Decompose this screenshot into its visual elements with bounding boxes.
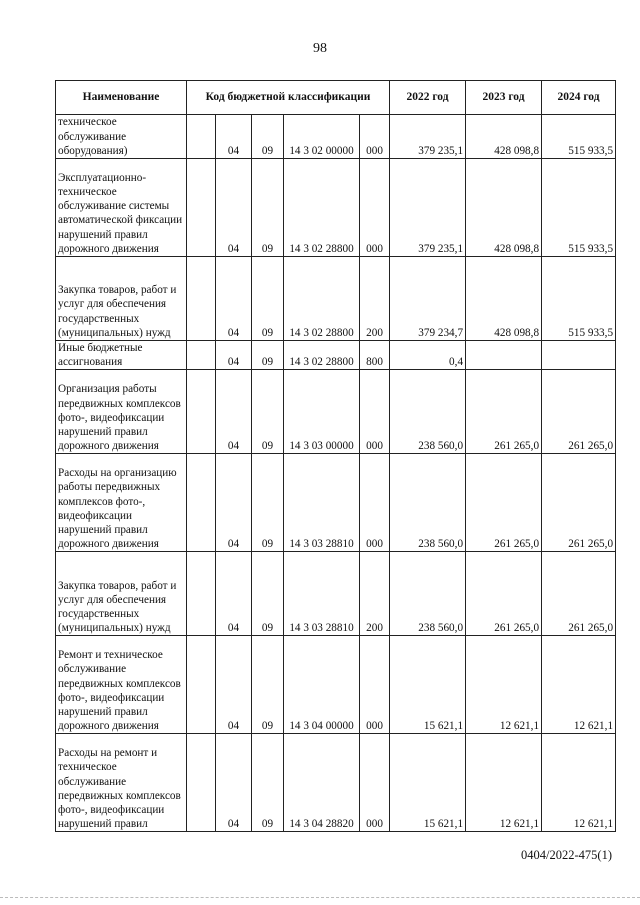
budget-table xyxy=(55,80,616,832)
table-row xyxy=(56,257,616,341)
row-expense-type: 000 xyxy=(360,115,390,159)
row-expense-type: 000 xyxy=(360,734,390,832)
row-value-2024: 12 621,1 xyxy=(542,636,616,734)
row-spacer xyxy=(187,341,216,370)
row-spacer xyxy=(187,115,216,159)
row-section: 04 xyxy=(216,115,252,159)
row-spacer xyxy=(187,454,216,552)
row-value-2024: 261 265,0 xyxy=(542,552,616,636)
row-subsection: 09 xyxy=(252,552,284,636)
header-2022: 2022 год xyxy=(390,81,466,115)
row-value-2023: 428 098,8 xyxy=(466,115,542,159)
row-target-article: 14 3 02 28800 xyxy=(284,257,360,341)
row-spacer xyxy=(187,257,216,341)
row-target-article: 14 3 02 00000 xyxy=(284,115,360,159)
row-expense-type: 200 xyxy=(360,257,390,341)
row-section: 04 xyxy=(216,370,252,454)
row-target-article: 14 3 02 28800 xyxy=(284,341,360,370)
row-target-article: 14 3 03 28810 xyxy=(284,552,360,636)
row-value-2022: 238 560,0 xyxy=(390,552,466,636)
row-spacer xyxy=(187,636,216,734)
header-2024: 2024 год xyxy=(542,81,616,115)
row-target-article: 14 3 03 28810 xyxy=(284,454,360,552)
row-name: Расходы на ремонт и техническое обслуживание передвижных комплексов фото-, видеофиксации нарушений правил xyxy=(56,734,187,832)
row-name: Закупка товаров, работ и услуг для обеспечения государственных (муниципальных) нужд xyxy=(56,257,187,341)
table-row xyxy=(56,159,616,257)
row-expense-type: 000 xyxy=(360,370,390,454)
row-expense-type: 800 xyxy=(360,341,390,370)
row-value-2024: 12 621,1 xyxy=(542,734,616,832)
row-value-2022: 379 235,1 xyxy=(390,159,466,257)
row-name: Расходы на организацию работы передвижных комплексов фото-, видеофиксации нарушений правил дорожного движения xyxy=(56,454,187,552)
row-value-2024: 515 933,5 xyxy=(542,257,616,341)
table-row xyxy=(56,454,616,552)
row-section: 04 xyxy=(216,341,252,370)
row-value-2023: 12 621,1 xyxy=(466,636,542,734)
row-value-2022: 379 235,1 xyxy=(390,115,466,159)
row-section: 04 xyxy=(216,552,252,636)
row-section: 04 xyxy=(216,257,252,341)
table-header-row xyxy=(56,81,616,115)
row-value-2024: 515 933,5 xyxy=(542,159,616,257)
row-name: Организация работы передвижных комплексов фото-, видеофиксации нарушений правил дорожного движения xyxy=(56,370,187,454)
row-value-2024: 515 933,5 xyxy=(542,115,616,159)
table-row xyxy=(56,734,616,832)
row-subsection: 09 xyxy=(252,370,284,454)
table-row xyxy=(56,341,616,370)
row-value-2023: 12 621,1 xyxy=(466,734,542,832)
document-code: 0404/2022-475(1) xyxy=(521,848,612,862)
row-expense-type: 000 xyxy=(360,159,390,257)
row-section: 04 xyxy=(216,159,252,257)
row-target-article: 14 3 03 00000 xyxy=(284,370,360,454)
row-value-2022: 238 560,0 xyxy=(390,454,466,552)
row-name: Эксплуатационно-техническое обслуживание системы автоматической фиксации нарушений правил дорожного движения xyxy=(56,159,187,257)
row-value-2023: 261 265,0 xyxy=(466,370,542,454)
row-subsection: 09 xyxy=(252,734,284,832)
row-subsection: 09 xyxy=(252,115,284,159)
row-value-2023: 428 098,8 xyxy=(466,257,542,341)
header-name: Наименование xyxy=(56,81,187,115)
row-value-2022: 15 621,1 xyxy=(390,636,466,734)
row-name: техническое обслуживание оборудования) xyxy=(56,115,187,159)
row-subsection: 09 xyxy=(252,257,284,341)
row-subsection: 09 xyxy=(252,636,284,734)
row-value-2023: 261 265,0 xyxy=(466,552,542,636)
row-spacer xyxy=(187,734,216,832)
row-section: 04 xyxy=(216,734,252,832)
row-subsection: 09 xyxy=(252,341,284,370)
row-expense-type: 200 xyxy=(360,552,390,636)
row-section: 04 xyxy=(216,454,252,552)
row-expense-type: 000 xyxy=(360,636,390,734)
row-value-2022: 15 621,1 xyxy=(390,734,466,832)
page-number: 98 xyxy=(313,41,327,56)
header-budget-code: Код бюджетной классификации xyxy=(187,81,390,115)
row-value-2022: 0,4 xyxy=(390,341,466,370)
row-spacer xyxy=(187,552,216,636)
row-spacer xyxy=(187,159,216,257)
table-row xyxy=(56,370,616,454)
row-value-2023: 261 265,0 xyxy=(466,454,542,552)
row-subsection: 09 xyxy=(252,159,284,257)
row-name: Закупка товаров, работ и услуг для обеспечения государственных (муниципальных) нужд xyxy=(56,552,187,636)
row-value-2024: 261 265,0 xyxy=(542,370,616,454)
row-value-2023 xyxy=(466,341,542,370)
row-value-2023: 428 098,8 xyxy=(466,159,542,257)
row-spacer xyxy=(187,370,216,454)
row-value-2022: 379 234,7 xyxy=(390,257,466,341)
row-name: Иные бюджетные ассигнования xyxy=(56,341,187,370)
table-row xyxy=(56,115,616,159)
row-subsection: 09 xyxy=(252,454,284,552)
row-target-article: 14 3 04 00000 xyxy=(284,636,360,734)
bottom-divider xyxy=(0,897,640,899)
row-value-2024: 261 265,0 xyxy=(542,454,616,552)
row-name: Ремонт и техническое обслуживание передвижных комплексов фото-, видеофиксации нарушений правил дорожного движения xyxy=(56,636,187,734)
row-section: 04 xyxy=(216,636,252,734)
row-target-article: 14 3 02 28800 xyxy=(284,159,360,257)
row-value-2022: 238 560,0 xyxy=(390,370,466,454)
row-value-2024 xyxy=(542,341,616,370)
row-expense-type: 000 xyxy=(360,454,390,552)
header-2023: 2023 год xyxy=(466,81,542,115)
table-row xyxy=(56,552,616,636)
row-target-article: 14 3 04 28820 xyxy=(284,734,360,832)
table-row xyxy=(56,636,616,734)
